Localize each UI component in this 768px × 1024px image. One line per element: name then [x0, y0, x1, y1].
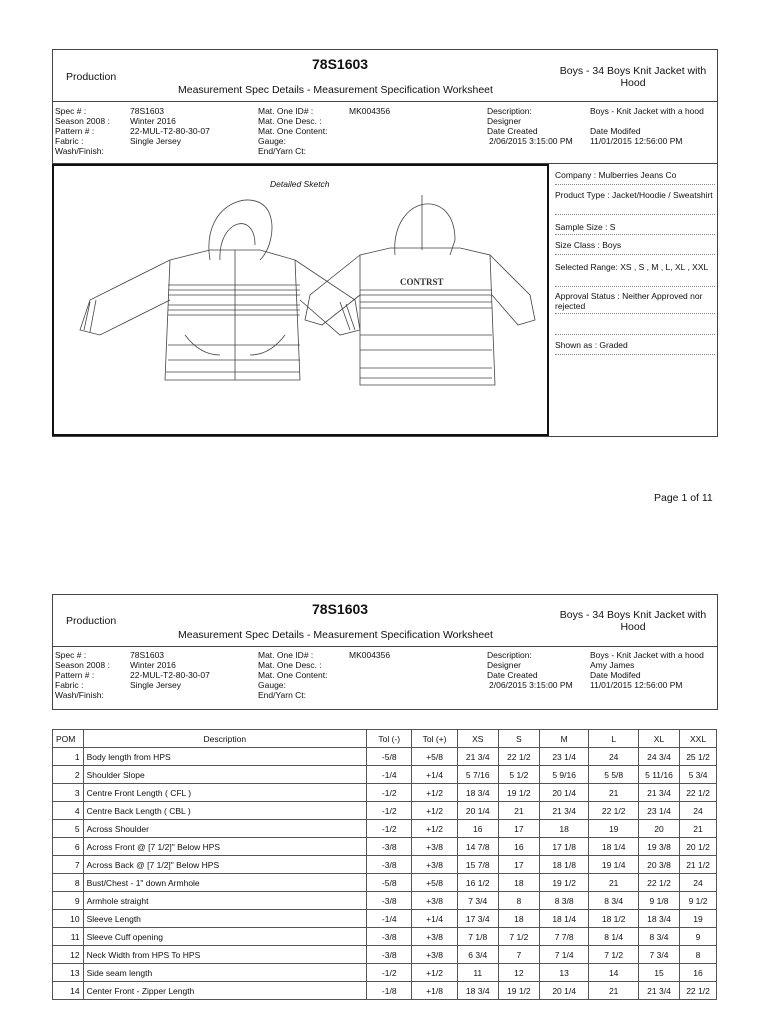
table-cell: -1/4 [367, 910, 412, 928]
table-cell: 18 [498, 874, 539, 892]
table-cell: 9 1/8 [638, 892, 679, 910]
wash-label: Wash/Finish: [55, 146, 104, 156]
season-value: Winter 2016 [130, 116, 176, 126]
table-cell: 22 1/2 [589, 802, 639, 820]
page2-subtitle: Measurement Spec Details - Measurement Specification Worksheet [178, 629, 493, 641]
table-cell: +3/8 [412, 928, 457, 946]
table-cell: 8 3/4 [589, 892, 639, 910]
table-cell: 7 [53, 856, 84, 874]
table-cell: 5 3/4 [680, 766, 717, 784]
table-cell: 22 1/2 [680, 784, 717, 802]
table-cell: 7 3/4 [457, 892, 498, 910]
page1-mat-labels [258, 106, 327, 156]
table-cell: 21 [680, 820, 717, 838]
table-cell: 19 1/2 [498, 784, 539, 802]
table-cell: 5 9/16 [539, 766, 589, 784]
table-cell: 22 1/2 [680, 982, 717, 1000]
gauge-label: Gauge: [258, 136, 286, 146]
table-cell: Across Shoulder [83, 820, 367, 838]
table-cell: 20 1/4 [539, 784, 589, 802]
page2-production-label: Production [66, 615, 117, 627]
page-number: Page 1 of 11 [654, 492, 713, 504]
table-cell: 13 [53, 964, 84, 982]
table-cell: 24 [680, 874, 717, 892]
spec-value: 78S1603 [130, 106, 165, 116]
table-cell: +1/2 [412, 802, 457, 820]
table-cell: Across Front @ [7 1/2]" Below HPS [83, 838, 367, 856]
table-cell: 21 [589, 874, 639, 892]
table-cell: 25 1/2 [680, 748, 717, 766]
col-description: Description [83, 730, 367, 748]
table-cell: 9 1/2 [680, 892, 717, 910]
col-xl: XL [638, 730, 679, 748]
table-row [53, 802, 717, 820]
table-cell: 16 1/2 [457, 874, 498, 892]
table-cell: 19 1/4 [589, 856, 639, 874]
table-cell: -1/4 [367, 766, 412, 784]
designer-label: Designer [487, 116, 522, 126]
table-cell: 5 7/16 [457, 766, 498, 784]
col-pom: POM [53, 730, 84, 748]
table-row [53, 784, 717, 802]
matcontent-label: Mat. One Content: [258, 126, 328, 136]
season-label: Season 2008 : [55, 660, 110, 670]
table-cell: 17 [498, 820, 539, 838]
table-row [53, 910, 717, 928]
product-type: Product Type : Jacket/Hoodie / Sweatshirt [555, 190, 715, 215]
description-label: Description: [487, 106, 532, 116]
pattern-label: Pattern # : [55, 670, 95, 680]
fabric-label: Fabric : [55, 680, 84, 690]
measurement-table [52, 729, 717, 1000]
table-cell: -3/8 [367, 856, 412, 874]
date-created-label: Date Created [487, 126, 538, 136]
shown-as: Shown as : Graded [555, 340, 715, 355]
table-cell: 3 [53, 784, 84, 802]
page1-subtitle: Measurement Spec Details - Measurement Specification Worksheet [178, 84, 493, 96]
table-cell: Side seam length [83, 964, 367, 982]
matid-label: Mat. One ID# : [258, 106, 314, 116]
col-xs: XS [457, 730, 498, 748]
jacket-sketch [60, 190, 540, 390]
matdesc-label: Mat. One Desc. : [258, 116, 322, 126]
pattern-value: 22-MUL-T2-80-30-07 [130, 126, 210, 136]
date-modified-value: 11/01/2015 12:56:00 PM [590, 136, 683, 146]
blank-row [555, 318, 715, 335]
page1-product-title: Boys - 34 Boys Knit Jacket with Hood [559, 65, 707, 89]
table-cell: +1/2 [412, 784, 457, 802]
table-cell: 21 3/4 [539, 802, 589, 820]
table-cell: 7 1/2 [498, 928, 539, 946]
table-cell: 8 [680, 946, 717, 964]
table-cell: 5 1/2 [498, 766, 539, 784]
table-cell: 16 [498, 838, 539, 856]
table-cell: 7 1/2 [589, 946, 639, 964]
date-modified-label: Date Modifed [590, 670, 641, 680]
table-cell: 6 [53, 838, 84, 856]
table-cell: 21 1/2 [680, 856, 717, 874]
table-cell: 15 7/8 [457, 856, 498, 874]
table-cell: 10 [53, 910, 84, 928]
table-cell: +3/8 [412, 838, 457, 856]
table-cell: 18 [498, 910, 539, 928]
table-cell: +5/8 [412, 874, 457, 892]
table-cell: 4 [53, 802, 84, 820]
table-cell: 21 [589, 982, 639, 1000]
page2-spec-code: 78S1603 [312, 601, 369, 617]
table-cell: 20 3/8 [638, 856, 679, 874]
table-cell: 5 11/16 [638, 766, 679, 784]
approval-status: Approval Status : Neither Approved nor rejected [555, 291, 715, 314]
page1-spec-code: 78S1603 [312, 56, 369, 72]
date-created-value: 2/06/2015 3:15:00 PM [489, 680, 573, 690]
table-cell: 22 1/2 [498, 748, 539, 766]
table-row [53, 964, 717, 982]
table-row [53, 874, 717, 892]
table-cell: 20 1/4 [457, 802, 498, 820]
table-cell: 18 1/4 [539, 910, 589, 928]
sample-size: Sample Size : S [555, 222, 715, 235]
table-cell: Shoulder Slope [83, 766, 367, 784]
front-right-sleeve [295, 260, 360, 335]
table-cell: +3/8 [412, 856, 457, 874]
table-cell: 7 7/8 [539, 928, 589, 946]
table-cell: -5/8 [367, 874, 412, 892]
table-cell: +1/2 [412, 964, 457, 982]
fabric-value: Single Jersey [130, 136, 182, 146]
table-row [53, 820, 717, 838]
fabric-value: Single Jersey [130, 680, 182, 690]
table-cell: 8 1/4 [589, 928, 639, 946]
designer-label: Designer [487, 660, 522, 670]
table-cell: Centre Back Length ( CBL ) [83, 802, 367, 820]
page1-matid-value: MK004356 [349, 106, 391, 116]
table-cell: Sleeve Cuff opening [83, 928, 367, 946]
season-value: Winter 2016 [130, 660, 176, 670]
table-cell: Neck Width from HPS To HPS [83, 946, 367, 964]
table-cell: 16 [457, 820, 498, 838]
table-row [53, 766, 717, 784]
table-cell: 9 [53, 892, 84, 910]
table-cell: Armhole straight [83, 892, 367, 910]
size-class: Size Class : Boys [555, 240, 715, 255]
pattern-label: Pattern # : [55, 126, 95, 136]
table-cell: 23 1/4 [638, 802, 679, 820]
table-cell: 23 1/4 [539, 748, 589, 766]
table-cell: 24 3/4 [638, 748, 679, 766]
table-row [53, 982, 717, 1000]
table-cell: +1/4 [412, 766, 457, 784]
col-s: S [498, 730, 539, 748]
table-cell: 21 3/4 [638, 784, 679, 802]
back-stripes [360, 290, 492, 378]
table-cell: 20 1/2 [680, 838, 717, 856]
date-created-value: 2/06/2015 3:15:00 PM [489, 136, 573, 146]
table-cell: 11 [53, 928, 84, 946]
company: Company : Mulberries Jeans Co [555, 170, 715, 185]
table-cell: +1/2 [412, 820, 457, 838]
col-tol-plus: Tol (+) [412, 730, 457, 748]
table-cell: Bust/Chest - 1" down Armhole [83, 874, 367, 892]
table-cell: 2 [53, 766, 84, 784]
endyarn-label: End/Yarn Ct: [258, 690, 307, 700]
table-cell: 22 1/2 [638, 874, 679, 892]
table-cell: 8 [53, 874, 84, 892]
table-row [53, 748, 717, 766]
page2-desc-labels [487, 650, 573, 690]
table-cell: 5 [53, 820, 84, 838]
table-cell: -1/8 [367, 982, 412, 1000]
back-left-sleeve [305, 255, 360, 325]
table-cell: 24 [589, 748, 639, 766]
front-stripes [166, 285, 300, 372]
table-cell: +1/8 [412, 982, 457, 1000]
table-cell: 13 [539, 964, 589, 982]
table-header-row [53, 730, 717, 748]
table-cell: -3/8 [367, 928, 412, 946]
table-cell: -1/2 [367, 820, 412, 838]
page2-matid-value: MK004356 [349, 650, 391, 660]
table-cell: -3/8 [367, 892, 412, 910]
date-created-label: Date Created [487, 670, 538, 680]
matdesc-label: Mat. One Desc. : [258, 660, 322, 670]
blank-line [590, 116, 704, 126]
table-cell: 18 1/2 [589, 910, 639, 928]
table-cell: 19 1/2 [539, 874, 589, 892]
date-modified-value: 11/01/2015 12:56:00 PM [590, 680, 683, 690]
col-tol-minus: Tol (-) [367, 730, 412, 748]
table-row [53, 946, 717, 964]
table-cell: 6 3/4 [457, 946, 498, 964]
table-cell: 9 [680, 928, 717, 946]
page2-meta-labels [55, 650, 110, 700]
back-right-sleeve [490, 255, 535, 325]
table-cell: 7 1/8 [457, 928, 498, 946]
table-cell: +1/4 [412, 910, 457, 928]
table-row [53, 856, 717, 874]
description-value: Boys - Knit Jacket with a hood [590, 650, 704, 660]
table-cell: 18 1/4 [589, 838, 639, 856]
back-body-outline [360, 248, 495, 385]
designer-value: Amy James [590, 660, 635, 670]
table-cell: -3/8 [367, 838, 412, 856]
table-cell: -1/2 [367, 802, 412, 820]
description-label: Description: [487, 650, 532, 660]
table-cell: Body length from HPS [83, 748, 367, 766]
table-cell: 20 1/4 [539, 982, 589, 1000]
table-cell: 20 [638, 820, 679, 838]
table-cell: -5/8 [367, 748, 412, 766]
table-cell: 8 3/4 [638, 928, 679, 946]
table-cell: Center Front - Zipper Length [83, 982, 367, 1000]
table-cell: 17 3/4 [457, 910, 498, 928]
table-cell: 21 [589, 784, 639, 802]
table-cell: 18 1/8 [539, 856, 589, 874]
table-cell: 24 [680, 802, 717, 820]
table-cell: Sleeve Length [83, 910, 367, 928]
table-cell: 18 [539, 820, 589, 838]
page1-desc-labels [487, 106, 573, 146]
page2-header-divider [52, 646, 718, 647]
back-print-text: CONTRST [400, 277, 444, 287]
table-cell: -3/8 [367, 946, 412, 964]
table-cell: +5/8 [412, 748, 457, 766]
table-row [53, 928, 717, 946]
table-cell: +3/8 [412, 892, 457, 910]
season-label: Season 2008 : [55, 116, 110, 126]
page1-meta-values [130, 106, 210, 146]
page2-mat-labels [258, 650, 327, 700]
page1-meta-labels [55, 106, 110, 156]
table-cell: 7 [498, 946, 539, 964]
back-hood-outline [395, 204, 455, 255]
page2-meta-values [130, 650, 210, 690]
table-cell: 16 [680, 964, 717, 982]
table-cell: 14 [53, 982, 84, 1000]
table-cell: 8 3/8 [539, 892, 589, 910]
table-cell: 19 3/8 [638, 838, 679, 856]
spec-label: Spec # : [55, 650, 87, 660]
fabric-label: Fabric : [55, 136, 84, 146]
page1-desc-values [590, 106, 704, 146]
spec-value: 78S1603 [130, 650, 165, 660]
table-cell: -1/2 [367, 964, 412, 982]
table-cell: 14 7/8 [457, 838, 498, 856]
table-cell: 18 3/4 [457, 784, 498, 802]
sketch-label: Detailed Sketch [270, 179, 330, 189]
table-cell: 8 [498, 892, 539, 910]
gauge-label: Gauge: [258, 680, 286, 690]
page1-header-divider [52, 101, 718, 102]
table-cell: 21 [498, 802, 539, 820]
measurement-table-body [53, 748, 717, 1000]
table-cell: 12 [498, 964, 539, 982]
table-cell: 1 [53, 748, 84, 766]
table-cell: 17 1/8 [539, 838, 589, 856]
table-row [53, 892, 717, 910]
table-cell: 5 5/8 [589, 766, 639, 784]
selected-range: Selected Range: XS , S , M , L, XL , XXL [555, 262, 715, 287]
pattern-value: 22-MUL-T2-80-30-07 [130, 670, 210, 680]
page1-production-label: Production [66, 71, 117, 83]
table-cell: 19 [680, 910, 717, 928]
table-cell: 12 [53, 946, 84, 964]
table-cell: 19 [589, 820, 639, 838]
col-l: L [589, 730, 639, 748]
date-modified-label: Date Modifed [590, 126, 641, 136]
table-cell: -1/2 [367, 784, 412, 802]
front-left-sleeve [80, 260, 170, 335]
endyarn-label: End/Yarn Ct: [258, 146, 307, 156]
wash-label: Wash/Finish: [55, 690, 104, 700]
page2-desc-values [590, 650, 704, 690]
table-cell: Centre Front Length ( CFL ) [83, 784, 367, 802]
table-cell: 18 3/4 [638, 910, 679, 928]
table-cell: 7 1/4 [539, 946, 589, 964]
table-cell: 19 1/2 [498, 982, 539, 1000]
matid-label: Mat. One ID# : [258, 650, 314, 660]
page2-product-title: Boys - 34 Boys Knit Jacket with Hood [559, 609, 707, 633]
matcontent-label: Mat. One Content: [258, 670, 328, 680]
table-cell: 7 3/4 [638, 946, 679, 964]
table-cell: 14 [589, 964, 639, 982]
table-cell: 21 3/4 [457, 748, 498, 766]
description-value: Boys - Knit Jacket with a hood [590, 106, 704, 116]
table-cell: 21 3/4 [638, 982, 679, 1000]
table-cell: 11 [457, 964, 498, 982]
col-xxl: XXL [680, 730, 717, 748]
table-cell: 15 [638, 964, 679, 982]
table-cell: 17 [498, 856, 539, 874]
col-m: M [539, 730, 589, 748]
spec-label: Spec # : [55, 106, 87, 116]
table-cell: +3/8 [412, 946, 457, 964]
table-row [53, 838, 717, 856]
table-cell: 18 3/4 [457, 982, 498, 1000]
table-cell: Across Back @ [7 1/2]" Below HPS [83, 856, 367, 874]
